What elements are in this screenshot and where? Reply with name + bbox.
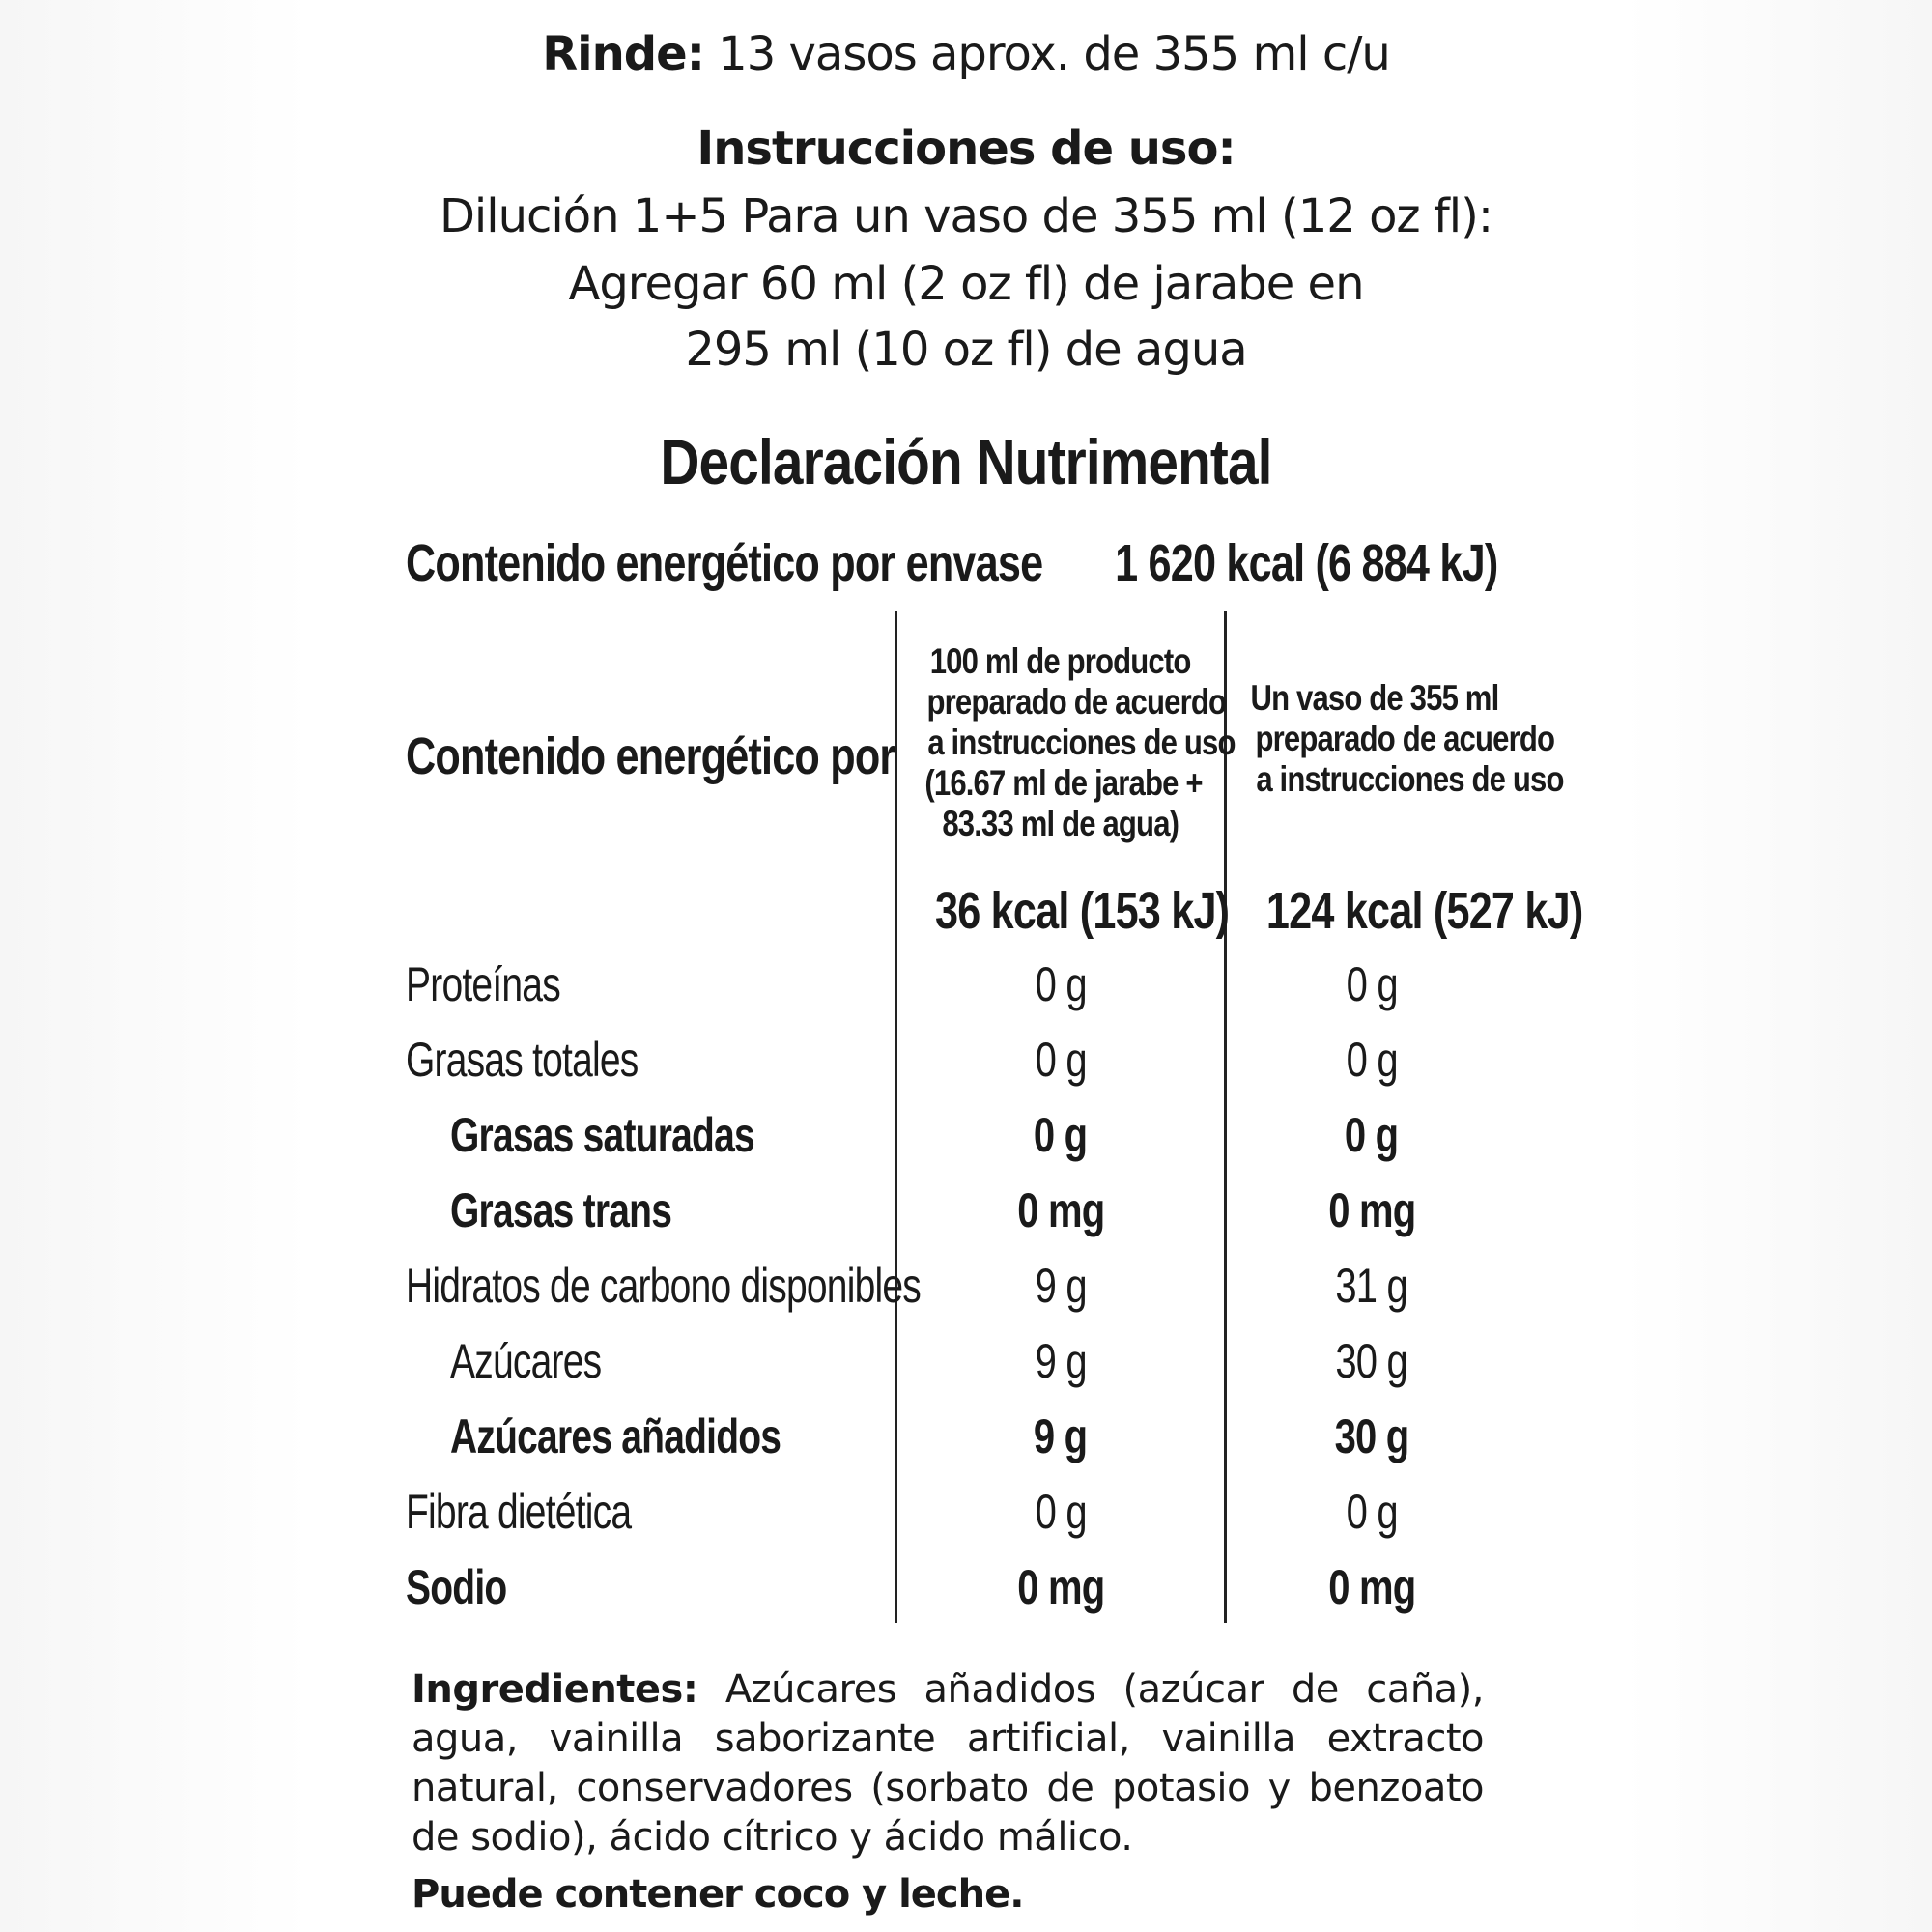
column-header-line: 100 ml de producto	[930, 641, 1191, 681]
nutrient-row-grasas-totales	[0, 1032, 1932, 1099]
nutrient-value-text: 0 mg	[1327, 1560, 1416, 1614]
nutrient-value-per-100ml	[898, 1559, 1223, 1615]
energy-value-per-glass	[1227, 881, 1583, 941]
nutrient-value-text: 0 g	[1346, 1485, 1398, 1539]
instructions-title: Instrucciones de uso:	[696, 122, 1236, 176]
nutrient-name: Hidratos de carbono disponibles	[406, 1259, 922, 1313]
nutrient-row-grasas-trans	[0, 1182, 1932, 1250]
nutrient-value-text: 0 g	[1035, 1485, 1087, 1539]
instructions-line-2: Agregar 60 ml (2 oz fl) de jarabe en	[568, 257, 1364, 311]
energy-per-label: Contenido energético por	[406, 727, 895, 785]
nutrient-value-per-glass	[1227, 1258, 1517, 1314]
nutrient-value-per-glass	[1227, 956, 1517, 1012]
ingredients-paragraph	[412, 1665, 1484, 1862]
nutrient-value-text: 0 g	[1346, 1033, 1398, 1087]
column-header-line: preparado de acuerdo	[1255, 719, 1555, 758]
nutrient-value-text: 0 g	[1346, 957, 1398, 1011]
column-header-line: 83.33 ml de agua)	[942, 804, 1179, 843]
column-header-line: (16.67 ml de jarabe +	[924, 763, 1203, 803]
nutrient-value-text: 30 g	[1335, 1334, 1408, 1388]
nutrient-name: Fibra dietética	[406, 1485, 632, 1539]
nutrition-title: Declaración Nutrimental	[660, 426, 1272, 497]
nutrient-name: Azúcares	[450, 1334, 602, 1388]
nutrient-name: Grasas saturadas	[450, 1108, 754, 1162]
nutrient-value-per-100ml	[898, 1333, 1223, 1389]
nutrient-row-sodio	[0, 1559, 1932, 1627]
nutrient-value-per-100ml	[898, 1484, 1223, 1540]
nutrient-value-text: 0 g	[1034, 1108, 1088, 1162]
nutrient-value-per-glass	[1227, 1032, 1517, 1088]
nutrient-value-per-glass	[1227, 1182, 1517, 1238]
nutrient-value-text: 9 g	[1035, 1259, 1087, 1313]
yield-label: Rinde:	[542, 27, 704, 81]
nutrient-value-per-100ml	[898, 1408, 1223, 1464]
nutrient-value-per-100ml	[898, 1032, 1223, 1088]
nutrient-name: Sodio	[406, 1560, 507, 1614]
nutrient-value-per-100ml	[898, 1258, 1223, 1314]
nutrient-value-per-glass	[1227, 1484, 1517, 1540]
nutrient-name: Azúcares añadidos	[450, 1409, 781, 1463]
energy-per-container-label: Contenido energético por envase	[406, 534, 1043, 592]
nutrient-name: Grasas trans	[450, 1183, 672, 1237]
nutrient-row-azucares	[0, 1333, 1932, 1401]
nutrient-value-text: 0 mg	[1016, 1183, 1105, 1237]
ingredients-label: Ingredientes:	[412, 1667, 698, 1712]
energy-per-container-value: 1 620 kcal (6 884 kJ)	[1114, 534, 1497, 592]
column-header-line: a instrucciones de uso	[927, 723, 1236, 762]
nutrient-row-hidratos	[0, 1258, 1932, 1325]
yield-value: 13 vasos aprox. de 355 ml c/u	[718, 27, 1390, 81]
column-header-per-glass	[1227, 678, 1564, 800]
energy-value-per-100ml	[898, 881, 1230, 941]
column-header-line: Un vaso de 355 ml	[1250, 678, 1499, 718]
energy-value-text: 124 kcal (527 kJ)	[1265, 882, 1583, 940]
nutrient-value-text: 31 g	[1335, 1259, 1408, 1313]
nutrient-name: Grasas totales	[406, 1033, 639, 1087]
nutrient-name: Proteínas	[406, 957, 560, 1011]
column-header-per-100ml	[898, 641, 1236, 844]
nutrient-value-text: 9 g	[1035, 1334, 1087, 1388]
ingredients-text: Azúcares añadidos (azúcar de caña), agua, vainilla saborizante artificial, vainilla extracto natural, conservadores (sorbato de potasio y benzoato de sodio), ácido cítrico y ácido málico.	[412, 1667, 1484, 1860]
instructions-line-3: 295 ml (10 oz fl) de agua	[685, 323, 1247, 377]
nutrient-value-per-100ml	[898, 1107, 1223, 1163]
nutrient-value-per-glass	[1227, 1107, 1517, 1163]
nutrient-value-text: 30 g	[1334, 1409, 1409, 1463]
nutrient-value-per-100ml	[898, 956, 1223, 1012]
instructions-line-1: Dilución 1+5 Para un vaso de 355 ml (12 oz fl):	[439, 189, 1493, 243]
nutrient-value-text: 0 g	[1035, 1033, 1087, 1087]
column-header-line: preparado de acuerdo	[926, 682, 1227, 722]
nutrient-row-proteinas	[0, 956, 1932, 1024]
nutrient-value-per-glass	[1227, 1559, 1517, 1615]
nutrient-row-fibra	[0, 1484, 1932, 1551]
nutrient-value-per-100ml	[898, 1182, 1223, 1238]
nutrient-row-grasas-saturadas	[0, 1107, 1932, 1175]
nutrient-value-text: 0 g	[1345, 1108, 1399, 1162]
column-header-line: a instrucciones de uso	[1256, 759, 1564, 799]
yield-line	[0, 27, 1932, 81]
energy-value-text: 36 kcal (153 kJ)	[935, 882, 1230, 940]
nutrient-value-text: 0 mg	[1327, 1183, 1416, 1237]
nutrient-value-per-glass	[1227, 1333, 1517, 1389]
allergen-note: Puede contener coco y leche.	[412, 1872, 1024, 1917]
nutrient-value-text: 9 g	[1034, 1409, 1088, 1463]
nutrient-value-per-glass	[1227, 1408, 1517, 1464]
nutrient-value-text: 0 mg	[1016, 1560, 1105, 1614]
nutrient-row-azucares-anadidos	[0, 1408, 1932, 1476]
nutrient-value-text: 0 g	[1035, 957, 1087, 1011]
